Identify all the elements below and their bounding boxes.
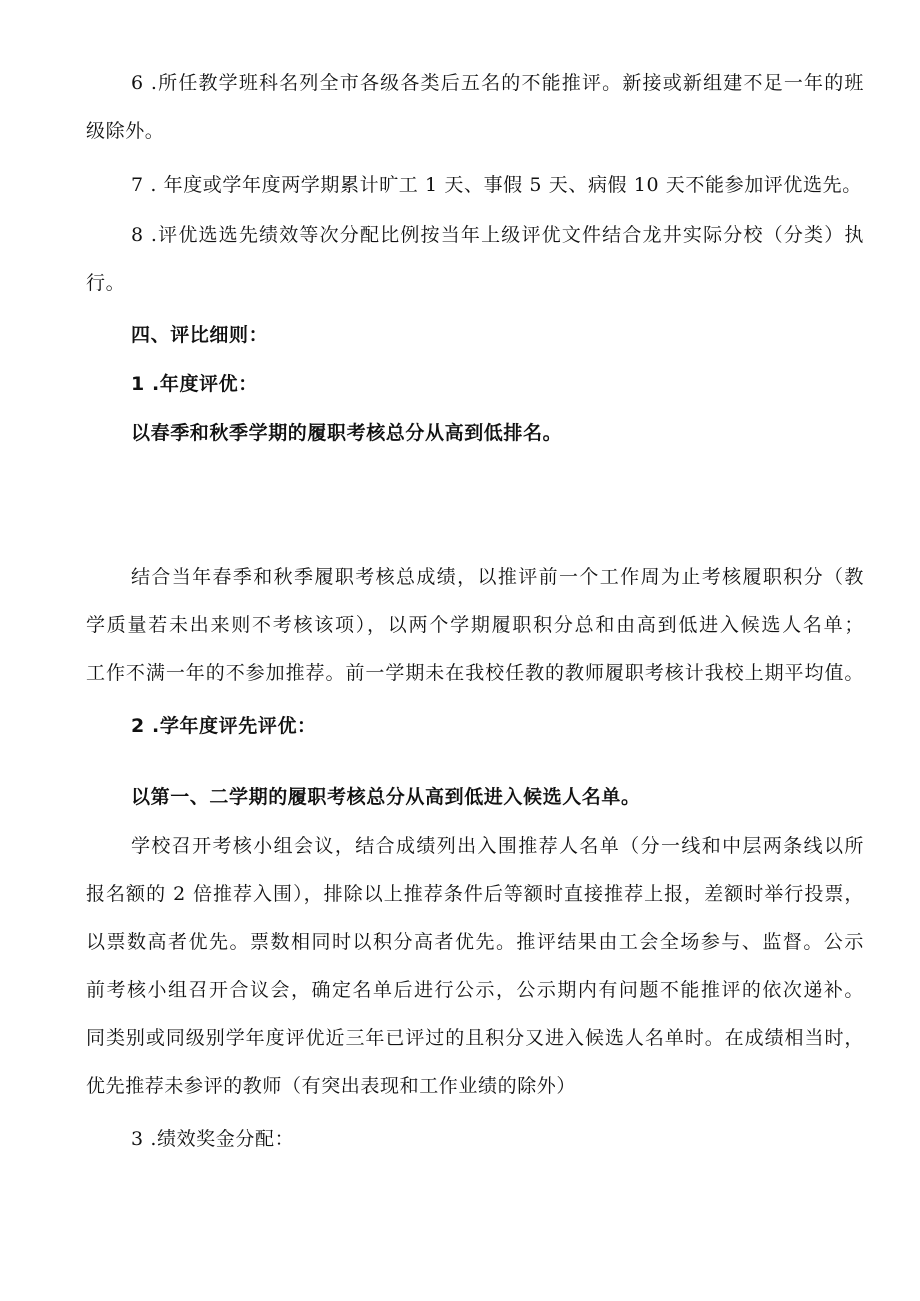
item-8-line-1: 8 .评优选选先绩效等次分配比例按当年上级评优文件结合龙井实际分校（分类）执 [131,224,864,246]
item-6-line-2: 级除外。 [86,120,165,142]
school-year-paragraph-line-1: 学校召开考核小组会议，结合成绩列出入围推荐人名单（分一线和中层两条线以所 [131,835,864,857]
school-year-award-rule: 以第一、二学期的履职考核总分从高到低进入候选人名单。 [131,786,641,808]
subheading-annual-award: 1 .年度评优： [131,373,258,395]
annual-paragraph-line-3: 工作不满一年的不参加推荐。前一学期未在我校任教的教师履职考核计我校上期平均值。 [86,662,864,684]
annual-award-rule: 以春季和秋季学期的履职考核总分从高到低排名。 [131,422,563,444]
item-7-line: 7 . 年度或学年度两学期累计旷工 1 天、事假 5 天、病假 10 天不能参加评优选先。 [131,174,862,196]
item-8-line-2: 行。 [86,272,126,294]
school-year-paragraph-line-2: 报名额的 2 倍推荐入围），排除以上推荐条件后等额时直接推荐上报，差额时举行投票， [86,883,864,905]
subheading-performance-bonus: 3 .绩效奖金分配： [131,1128,295,1150]
school-year-paragraph-line-6: 优先推荐未参评的教师（有突出表现和工作业绩的除外） [86,1075,577,1097]
section-heading-4: 四、评比细则： [131,324,269,346]
school-year-paragraph-line-5: 同类别或同级别学年度评优近三年已评过的且积分又进入候选人名单时。在成绩相当时， [86,1027,864,1049]
school-year-paragraph-line-4: 前考核小组召开合议会，确定名单后进行公示，公示期内有问题不能推评的依次递补。 [86,979,864,1001]
item-6-line-1: 6 .所任教学班科名列全市各级各类后五名的不能推评。新接或新组建不足一年的班 [131,72,864,94]
annual-paragraph-line-2: 学质量若未出来则不考核该项），以两个学期履职积分总和由高到低进入候选人名单； [86,614,864,636]
school-year-paragraph-line-3: 以票数高者优先。票数相同时以积分高者优先。推评结果由工会全场参与、监督。公示 [86,931,864,953]
annual-paragraph-line-1: 结合当年春季和秋季履职考核总成绩，以推评前一个工作周为止考核履职积分（教 [131,566,864,588]
subheading-school-year-award: 2 .学年度评先评优： [131,715,317,737]
